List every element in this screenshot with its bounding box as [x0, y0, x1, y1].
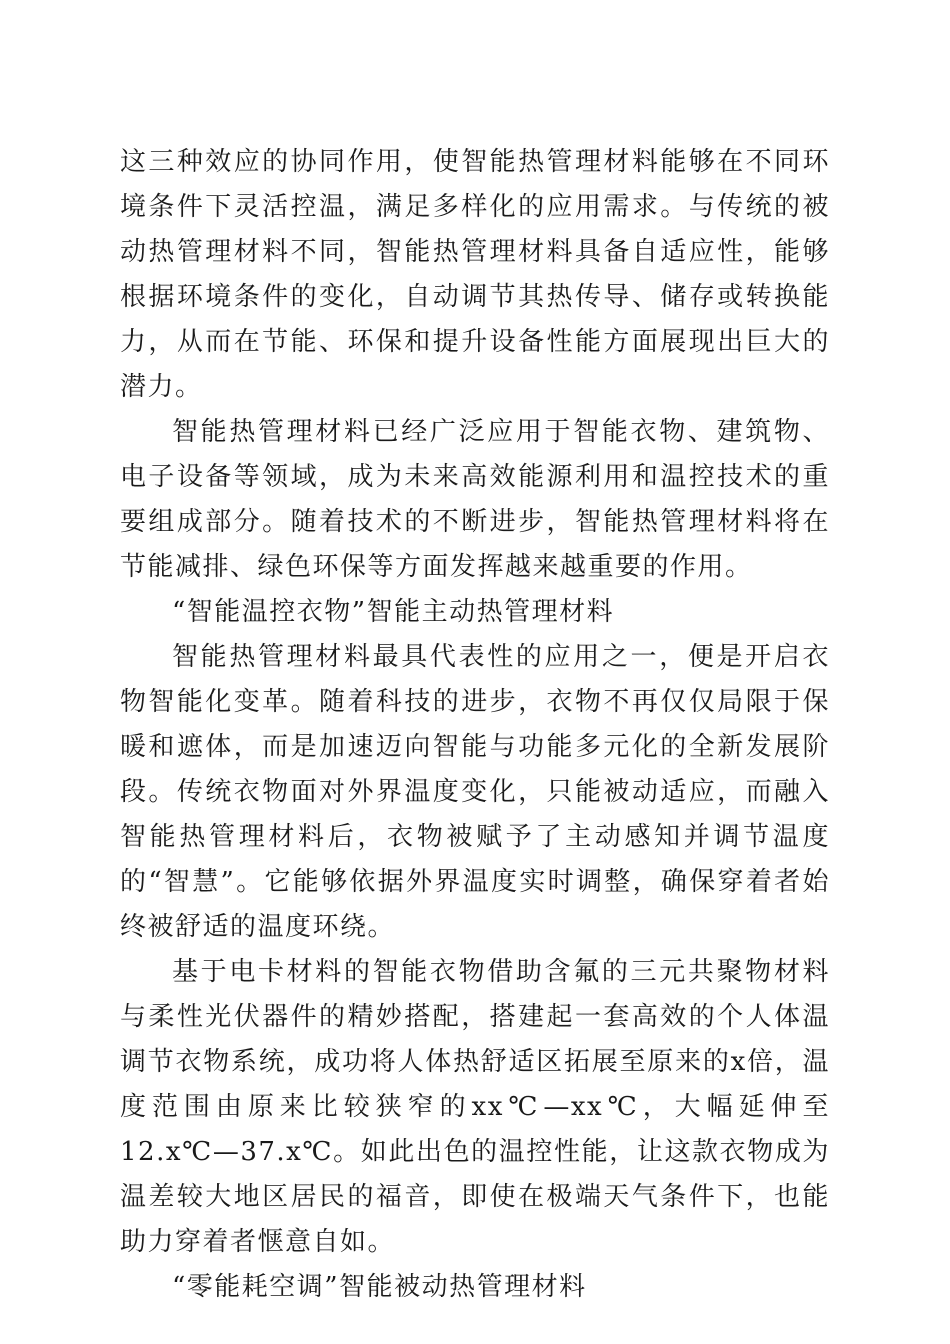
paragraph-electrocaloric-clothing: 基于电卡材料的智能衣物借助含氟的三元共聚物材料与柔性光伏器件的精妙搭配，搭建起一套高效的个人体温调节衣物系统，成功将人体热舒适区拓展至原来的x倍，温度范围由原来比较狭窄的xx℃—xx℃，大幅延伸至12.x℃—37.x℃。如此出色的温控性能，让这款衣物成为温差较大地区居民的福音，即使在极端天气条件下，也能助力穿着者惬意自如。	[120, 957, 830, 1257]
paragraph-intro-continued: 这三种效应的协同作用，使智能热管理材料能够在不同环境条件下灵活控温，满足多样化的应用需求。与传统的被动热管理材料不同，智能热管理材料具备自适应性，能够根据环境条件的变化，自动调节其热传导、储存或转换能力，从而在节能、环保和提升设备性能方面展现出巨大的潜力。	[120, 147, 830, 402]
paragraph-smart-clothing: 智能热管理材料最具代表性的应用之一，便是开启衣物智能化变革。随着科技的进步，衣物不再仅仅局限于保暖和遮体，而是加速迈向智能与功能多元化的全新发展阶段。传统衣物面对外界温度变化，只能被动适应，而融入智能热管理材料后，衣物被赋予了主动感知并调节温度的“智慧”。它能够依据外界温度实时调整，确保穿着者始终被舒适的温度环绕。	[120, 642, 830, 942]
document-page	[120, 140, 830, 1310]
section-heading-smart-clothing: “智能温控衣物”智能主动热管理材料	[172, 597, 615, 627]
paragraph-applications: 智能热管理材料已经广泛应用于智能衣物、建筑物、电子设备等领域，成为未来高效能源利用和温控技术的重要组成部分。随着技术的不断进步，智能热管理材料将在节能减排、绿色环保等方面发挥越来越重要的作用。	[120, 417, 830, 582]
section-heading-zero-energy-ac: “零能耗空调”智能被动热管理材料	[172, 1272, 587, 1302]
